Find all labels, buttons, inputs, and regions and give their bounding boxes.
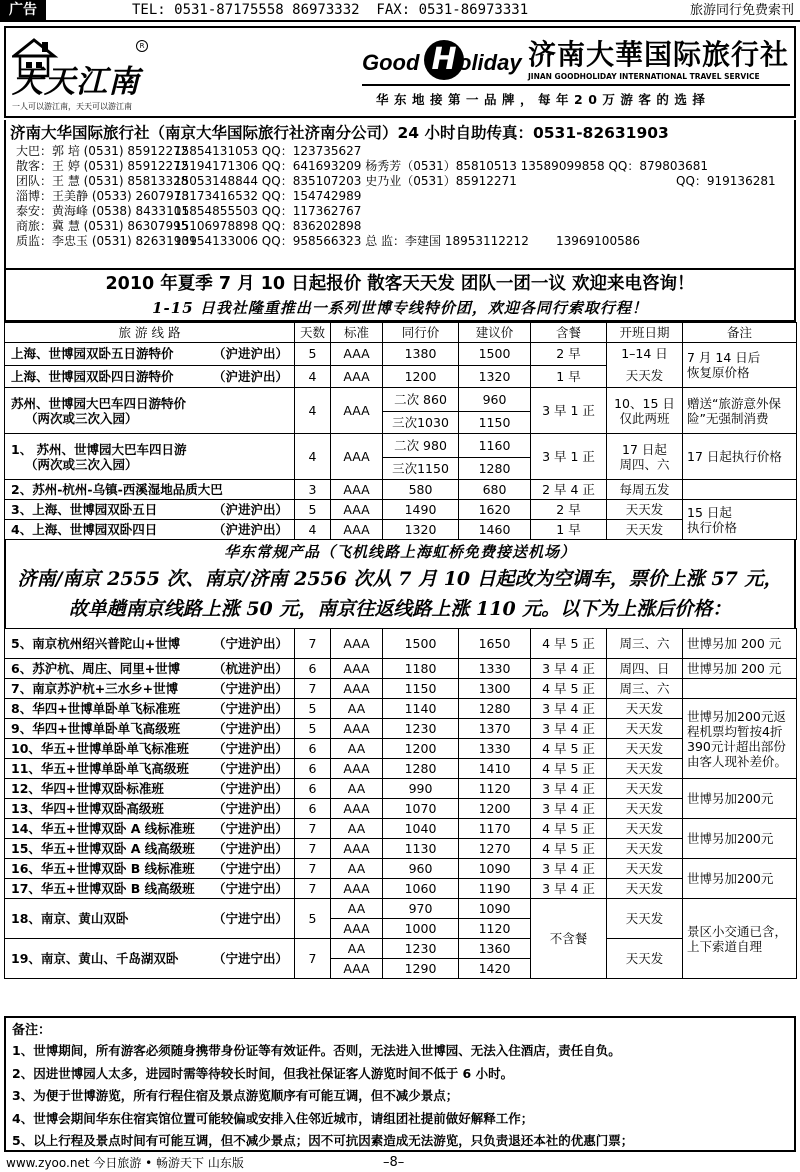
standard: AA [331, 939, 383, 959]
table-row [5, 839, 797, 859]
remark-item: 5、以上行程及景点时间有可能互调，但不减少景点；因不可抗因素造成无法游览，只负责退还本社的优惠门票； [12, 1133, 634, 1148]
schedule: 周四、六 [619, 456, 670, 472]
standard: AA [331, 859, 383, 879]
peer-price: 990 [383, 779, 459, 799]
contact-text: 团队：王 慧 (0531) 85813328 [16, 174, 189, 188]
standard: AAA [331, 520, 383, 540]
standard: AAA [331, 629, 383, 659]
meals: 1 早 [531, 520, 607, 540]
header [4, 26, 796, 118]
standard: AA [331, 779, 383, 799]
meals: 4 早 5 正 [531, 839, 607, 859]
contact-text: 15194171306 QQ：641693209 杨秀芳（0531）85810513 13589099858 QQ：879803681 [174, 159, 709, 173]
note: 赠送“旅游意外保险”无强制消费 [683, 388, 797, 434]
suggested-price: 1120 [459, 919, 531, 939]
days: 4 [295, 365, 331, 388]
headline: 2010 年夏季 7 月 10 日起报价 散客天天发 团队一团一议 欢迎来电咨询！ [105, 274, 695, 294]
contact-row [16, 159, 790, 174]
table-row [5, 899, 797, 919]
schedule: 天天发 [607, 739, 683, 759]
ad-label: 广告 [0, 0, 46, 20]
col-schedule: 开班日期 [607, 323, 683, 343]
col-standard: 标准 [331, 323, 383, 343]
note: 7 月 14 日后 [687, 350, 761, 365]
days: 7 [295, 679, 331, 699]
top-contact: TEL: 0531-87175558 86973332 FAX: 0531-86973331 [132, 2, 529, 18]
schedule: 天天发 [607, 520, 683, 540]
col-note: 备注 [683, 323, 797, 343]
standard: AAA [331, 879, 383, 899]
peer-price: 1040 [383, 819, 459, 839]
meals: 3 早 4 正 [531, 779, 607, 799]
days: 4 [295, 434, 331, 480]
meals: 2 早 [531, 343, 607, 366]
note: 执行价格 [687, 519, 738, 535]
note: 世博另加 200 元 [683, 629, 797, 659]
note: 17 日起执行价格 [683, 434, 797, 480]
meals: 3 早 4 正 [531, 659, 607, 679]
route-name: 8、华四+世博单卧单飞标准班 [11, 701, 181, 716]
contact-text: 泰安：黄海峰 (0538) 8433101 [16, 204, 189, 218]
standard: AA [331, 899, 383, 919]
peer-price: 三次1150 [383, 457, 458, 479]
peer-price: 1130 [383, 839, 459, 859]
remark-item: 2、因进世博园人太多，进园时需等待较长时间，但我社保证客人游览时间不低于 6 小时。 [12, 1065, 514, 1081]
standard: AA [331, 699, 383, 719]
meals: 3 早 1 正 [531, 434, 607, 480]
route-name: 12、华四+世博双卧标准班 [11, 781, 164, 796]
peer-price: 1290 [383, 959, 459, 979]
standard: AA [331, 739, 383, 759]
peer-price: 1180 [383, 659, 459, 679]
suggested-price: 1300 [459, 679, 531, 699]
meals: 3 早 4 正 [531, 799, 607, 819]
note: 世博另加200元返程机票均暂按4折390元计超出部份由客人现补差价。 [683, 699, 797, 779]
table-row [5, 500, 797, 520]
schedule: 10、15 日 [614, 395, 675, 411]
table-row [5, 799, 797, 819]
contact-row [16, 144, 790, 159]
schedule: 周四、日 [607, 659, 683, 679]
peer-price: 1230 [383, 939, 459, 959]
table-row [5, 879, 797, 899]
days: 4 [295, 388, 331, 434]
suggested-price: 1620 [459, 500, 531, 520]
days: 4 [295, 520, 331, 540]
contact-rows [16, 144, 790, 249]
days: 5 [295, 343, 331, 366]
note: 景区小交通已含，上下索道自理 [683, 899, 797, 979]
remark-item: 3、为便于世博游览，所有行程住宿及景点游览顺序有可能互调，但不减少景点； [12, 1088, 459, 1103]
contact-text: 质监：李忠玉 (0531) 82631901 [16, 234, 197, 248]
contact-text: 15854131053 QQ：123735627 [174, 144, 362, 158]
route-name: 16、华五+世博双卧 B 线标准班 [11, 861, 195, 876]
table-row [5, 699, 797, 719]
schedule: 17 日起 [622, 441, 667, 457]
schedule: 天天发 [607, 939, 683, 979]
table-row [5, 388, 797, 434]
table-row [5, 659, 797, 679]
days: 5 [295, 699, 331, 719]
standard: AAA [331, 679, 383, 699]
route-direction: （沪进沪出） [212, 368, 288, 384]
schedule: 每周五发 [607, 480, 683, 500]
route-name: 14、华五+世博双卧 A 线标准班 [11, 821, 195, 836]
col-peer-price: 同行价 [383, 323, 459, 343]
schedule: 周三、六 [607, 679, 683, 699]
route-direction: （宁进沪出） [212, 801, 288, 816]
route-direction: （宁进沪出） [212, 701, 288, 716]
peer-price: 1060 [383, 879, 459, 899]
contact-text: QQ：919136281 [676, 174, 776, 188]
route-direction: （宁进沪出） [212, 841, 288, 856]
schedule: 天天发 [607, 759, 683, 779]
note: 世博另加200元 [683, 819, 797, 859]
standard: AAA [331, 388, 383, 434]
meals: 4 早 5 正 [531, 679, 607, 699]
table-row [5, 629, 797, 659]
meals: 4 早 5 正 [531, 819, 607, 839]
table-row [5, 859, 797, 879]
suggested-price: 1170 [459, 819, 531, 839]
route-name: 17、华五+世博双卧 B 线高级班 [11, 881, 195, 896]
days: 7 [295, 879, 331, 899]
meals: 1 早 [531, 365, 607, 388]
footer-url: www.zyoo.net 今日旅游 • 畅游天下 山东版 [6, 1156, 244, 1170]
contact-text: 散客：王 婷 (0531) 85912272 [16, 159, 189, 173]
contact-row [16, 174, 790, 189]
route-name: 3、上海、世博园双卧五日 [11, 502, 158, 517]
suggested-price: 1500 [459, 343, 531, 366]
meals: 3 早 4 正 [531, 699, 607, 719]
schedule: 天天发 [625, 368, 664, 383]
suggested-price: 1330 [459, 659, 531, 679]
logo-left [8, 30, 158, 114]
remark-item: 4、世博会期间华东住宿宾馆位置可能较偏或安排入住邻近城市，请组团社提前做好解释工作； [12, 1110, 534, 1126]
schedule: 天天发 [607, 699, 683, 719]
route-name: 7、南京苏沪杭+三水乡+世博 [11, 681, 179, 696]
route-name: 18、南京、黄山双卧 [11, 911, 129, 926]
peer-price: 1490 [383, 500, 459, 520]
suggested-price: 1330 [459, 739, 531, 759]
suggested-price: 1090 [459, 859, 531, 879]
peer-price: 三次1030 [383, 411, 458, 433]
registered-icon: R [136, 40, 148, 52]
route-direction: （宁进宁出） [212, 861, 288, 876]
schedule: 天天发 [607, 779, 683, 799]
brand-tagline: 华东地接第一品牌，每年20万游客的选择 [376, 92, 711, 107]
days: 5 [295, 500, 331, 520]
schedule: 天天发 [607, 799, 683, 819]
suggested-price: 1460 [459, 520, 531, 540]
days: 6 [295, 779, 331, 799]
route-name: 9、华四+世博单卧单飞高级班 [11, 721, 181, 736]
suggested-price: 1370 [459, 719, 531, 739]
route-direction: （宁进沪出） [212, 761, 288, 776]
meals: 不含餐 [531, 899, 607, 979]
remarks [4, 1016, 796, 1152]
days: 6 [295, 799, 331, 819]
peer-price: 1150 [383, 679, 459, 699]
standard: AAA [331, 500, 383, 520]
suggested-price: 1200 [459, 799, 531, 819]
peer-price: 1000 [383, 919, 459, 939]
note: 世博另加 200 元 [683, 659, 797, 679]
route-direction: （沪进沪出） [212, 522, 288, 537]
suggested-price: 1410 [459, 759, 531, 779]
route-direction: （杭进沪出） [212, 661, 288, 676]
route-name: 苏州、世博园大巴车四日游特价 [11, 395, 187, 411]
table-row [5, 759, 797, 779]
contact-text: 大巴：郭 培 (0531) 85912272 [16, 144, 189, 158]
days: 6 [295, 739, 331, 759]
standard: AAA [331, 759, 383, 779]
days: 7 [295, 629, 331, 659]
remark-item: 1、世博期间，所有游客必须随身携带身份证等有效证件。否则，无法进入世博园、无法入住酒店，责任自负。 [12, 1043, 621, 1058]
brand-oliday: oliday [458, 50, 522, 75]
route-direction: （宁进宁出） [212, 911, 288, 926]
schedule: 周三、六 [607, 629, 683, 659]
contact-text: 13173416532 QQ：154742989 [174, 189, 362, 203]
table-row [5, 779, 797, 799]
suggested-price: 1280 [459, 457, 530, 479]
schedule: 天天发 [607, 719, 683, 739]
table-row [5, 434, 797, 480]
peer-price: 二次 860 [394, 391, 447, 407]
regular-products-section [4, 540, 796, 628]
route-name: 13、华四+世博双卧高级班 [11, 801, 164, 816]
route-direction: （宁进沪出） [212, 721, 288, 736]
table-row [5, 679, 797, 699]
meals: 4 早 5 正 [531, 739, 607, 759]
meals: 2 早 [531, 500, 607, 520]
meals: 2 早 4 正 [531, 480, 607, 500]
contact-row [16, 234, 790, 249]
price-notice: 故单趟南京线路上涨 50 元，南京往返线路上涨 110 元。以下为上涨后价格： [68, 598, 732, 620]
route-name: 4、上海、世博园双卧四日 [11, 522, 158, 537]
route-name: 5、南京杭州绍兴普陀山+世博 [11, 636, 181, 651]
route-subtitle: （两次或三次入园） [25, 456, 138, 472]
brand-divider [362, 84, 790, 86]
suggested-price: 1420 [459, 959, 531, 979]
route-direction: （宁进宁出） [212, 881, 288, 896]
table-row [5, 520, 797, 540]
days: 5 [295, 899, 331, 939]
route-name: 上海、世博园双卧四日游特价 [11, 368, 174, 384]
days: 7 [295, 939, 331, 979]
table-row [5, 480, 797, 500]
route-direction: （沪进沪出） [212, 346, 288, 362]
note [683, 679, 797, 699]
route-direction: （宁进沪出） [212, 636, 288, 651]
standard: AAA [331, 480, 383, 500]
peer-price: 1500 [383, 629, 459, 659]
section-title: 华东常规产品（飞机线路上海虹桥免费接送机场） [223, 543, 576, 561]
contact-text: 13969100586 [556, 234, 640, 248]
route-name: 1、 苏州、世博园大巴车四日游 [11, 441, 187, 457]
route-subtitle: （两次或三次入园） [25, 410, 138, 426]
peer-price: 1230 [383, 719, 459, 739]
route-name: 15、华五+世博双卧 A 线高级班 [11, 841, 195, 856]
subheadline: 1-15 日我社隆重推出一系列世博专线特价团，欢迎各同行索取行程！ [152, 299, 648, 317]
schedule: 天天发 [607, 859, 683, 879]
remarks-title: 备注： [12, 1023, 52, 1038]
footer [0, 1154, 800, 1172]
route-direction: （宁进宁出） [212, 951, 288, 966]
table-header-row [5, 323, 797, 343]
route-name: 上海、世博园双卧五日游特价 [11, 346, 174, 362]
price-banner [4, 270, 796, 322]
peer-price: 1200 [383, 739, 459, 759]
route-direction: （宁进沪出） [212, 681, 288, 696]
contact-text: 15053148844 QQ：835107203 史乃业（0531）85912271 [174, 174, 517, 188]
days: 7 [295, 839, 331, 859]
brand-good: Good [362, 50, 420, 75]
days: 7 [295, 859, 331, 879]
suggested-price: 1360 [459, 939, 531, 959]
standard: AAA [331, 365, 383, 388]
peer-price: 1280 [383, 759, 459, 779]
route-direction: （沪进沪出） [212, 502, 288, 517]
suggested-price: 1320 [459, 365, 531, 388]
contact-text: 13954133006 QQ：958566323 总 监：李建国 18953112212 [174, 234, 529, 248]
standard: AAA [331, 659, 383, 679]
note: 世博另加200元 [683, 779, 797, 819]
suggested-price: 1280 [459, 699, 531, 719]
route-direction: （宁进沪出） [212, 781, 288, 796]
schedule: 1–14 日 [621, 346, 668, 361]
suggested-price: 1150 [459, 411, 530, 433]
table-row [5, 343, 797, 366]
route-direction: （宁进沪出） [212, 821, 288, 836]
suggested-price: 1190 [459, 879, 531, 899]
peer-price: 二次 980 [394, 437, 447, 453]
expo-price-table [4, 322, 797, 540]
peer-price: 1380 [383, 343, 459, 366]
contact-text: 15854855503 QQ：117362767 [174, 204, 362, 218]
suggested-price: 1650 [459, 629, 531, 659]
peer-price: 960 [383, 859, 459, 879]
standard: AAA [331, 959, 383, 979]
note: 世博另加200元 [683, 859, 797, 899]
meals: 3 早 4 正 [531, 879, 607, 899]
contact-text: 淄博：王美静 (0533) 2607978 [16, 189, 189, 203]
brand-name-cn: 济南大華国际旅行社 [528, 38, 790, 71]
note: 15 日起 [687, 504, 732, 520]
days: 5 [295, 719, 331, 739]
col-meals: 含餐 [531, 323, 607, 343]
route-direction: （宁进沪出） [212, 741, 288, 756]
peer-price: 1140 [383, 699, 459, 719]
table-row [5, 739, 797, 759]
col-days: 天数 [295, 323, 331, 343]
contact-row [16, 219, 790, 234]
meals: 3 早 4 正 [531, 719, 607, 739]
meals: 3 早 4 正 [531, 859, 607, 879]
schedule: 天天发 [607, 899, 683, 939]
logo-name: 天天江南 [12, 64, 140, 100]
contact-title: 济南大华国际旅行社（南京大华国际旅行社济南分公司）24 小时自助传真：0531-82631903 [10, 124, 669, 142]
suggested-price: 1270 [459, 839, 531, 859]
standard: AAA [331, 799, 383, 819]
meals: 4 早 5 正 [531, 629, 607, 659]
standard: AA [331, 819, 383, 839]
suggested-price: 680 [459, 480, 531, 500]
schedule: 天天发 [607, 879, 683, 899]
days: 6 [295, 759, 331, 779]
route-name: 11、华五+世博单卧单飞高级班 [11, 761, 189, 776]
days: 3 [295, 480, 331, 500]
route-name: 19、南京、黄山、千岛湖双卧 [11, 951, 179, 966]
brand-h-icon: H [424, 40, 464, 80]
price-notice: 济南/南京 2555 次、南京/济南 2556 次从 7 月 10 日起改为空调车，票价上涨 57 元， [17, 568, 783, 590]
contact-text: 15106978898 QQ：836202898 [174, 219, 362, 233]
schedule: 仅此两班 [619, 410, 670, 426]
standard: AAA [331, 719, 383, 739]
suggested-price: 960 [482, 391, 507, 407]
standard: AAA [331, 343, 383, 366]
contact-text: 商旅：冀 慧 (0531) 86307995 [16, 219, 189, 233]
table-row [5, 819, 797, 839]
standard: AAA [331, 434, 383, 480]
peer-price: 1200 [383, 365, 459, 388]
schedule: 天天发 [607, 839, 683, 859]
regular-price-table [4, 628, 797, 979]
col-route: 旅 游 线 路 [5, 323, 295, 343]
page-number: –8– [383, 1155, 405, 1170]
meals: 4 早 5 正 [531, 759, 607, 779]
route-name: 2、苏州-杭州-乌镇-西溪湿地品质大巴 [5, 480, 295, 500]
standard: AAA [331, 839, 383, 859]
logo-slogan: 一人可以游江南，天天可以游江南 [12, 102, 132, 111]
table-row [5, 939, 797, 959]
suggested-price: 1120 [459, 779, 531, 799]
contact-row [16, 204, 790, 219]
top-bar [0, 0, 800, 22]
schedule: 天天发 [607, 819, 683, 839]
route-name: 6、苏沪杭、周庄、同里+世博 [11, 661, 181, 676]
suggested-price: 1160 [478, 437, 511, 453]
peer-price: 1320 [383, 520, 459, 540]
peer-price: 970 [383, 899, 459, 919]
contact-row [16, 189, 790, 204]
peer-price: 1070 [383, 799, 459, 819]
brand-name-en: JINAN GOODHOLIDAY INTERNATIONAL TRAVEL SERVICE [528, 72, 760, 81]
suggested-price: 1090 [459, 899, 531, 919]
note: 恢复原价格 [687, 365, 750, 380]
publication-label: 旅游同行免费索刊 [689, 3, 794, 18]
table-row [5, 719, 797, 739]
days: 7 [295, 819, 331, 839]
schedule: 天天发 [607, 500, 683, 520]
days: 6 [295, 659, 331, 679]
col-suggested-price: 建议价 [459, 323, 531, 343]
peer-price: 580 [383, 480, 459, 500]
standard: AAA [331, 919, 383, 939]
meals: 3 早 1 正 [531, 388, 607, 434]
route-name: 10、华五+世博单卧单飞标准班 [11, 741, 189, 756]
contact-info [4, 120, 796, 270]
